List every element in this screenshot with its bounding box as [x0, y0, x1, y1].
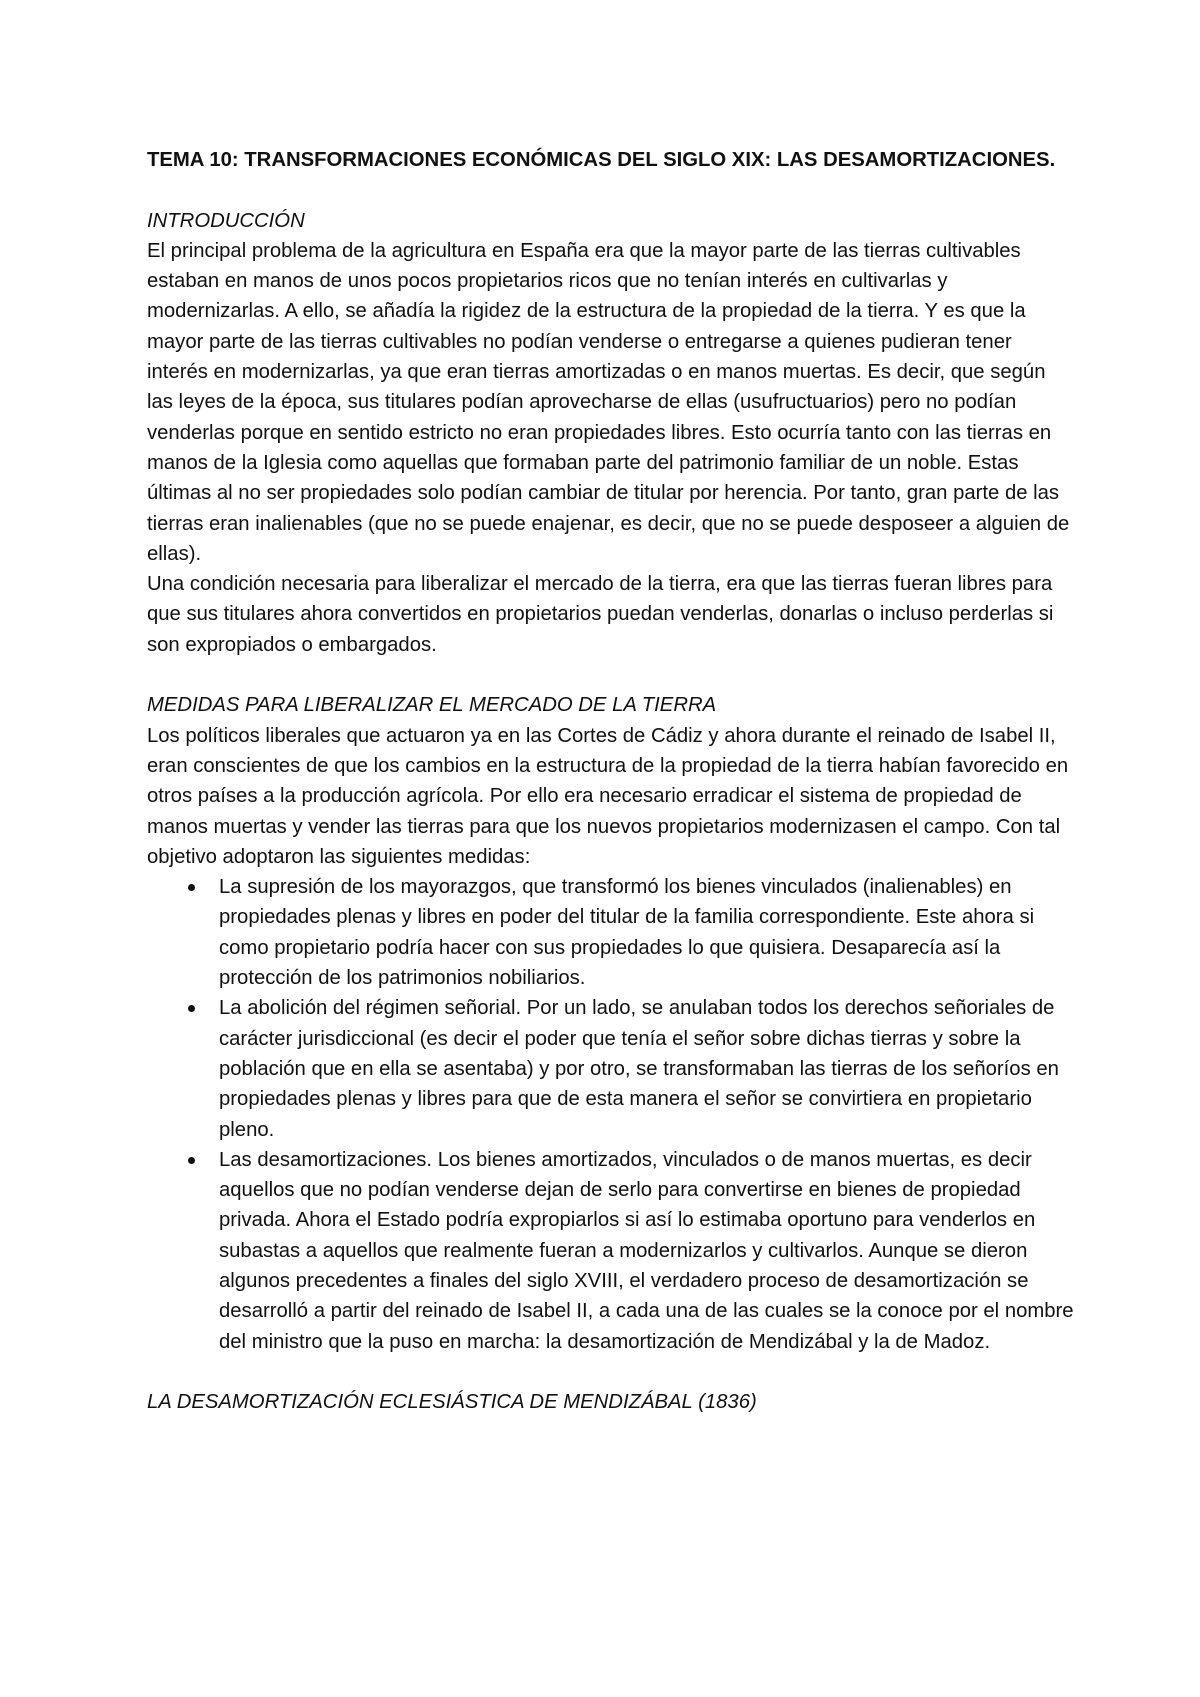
measures-list	[147, 872, 1075, 1357]
section-heading-mendizabal: LA DESAMORTIZACIÓN ECLESIÁSTICA DE MENDIZÁBAL (1836)	[147, 1391, 757, 1414]
list-item	[147, 872, 1075, 993]
list-item	[147, 993, 1075, 1144]
bullet-icon	[188, 884, 195, 891]
section-heading-introduccion: INTRODUCCIÓN	[147, 209, 305, 232]
list-item-text: Las desamortizaciones. Los bienes amortizados, vinculados o de manos muertas, es decir aquellos que no podían venderse dejan de serlo para convertirse en bienes de propiedad privada. Ahora el Estado podría expropiarlos si así lo estimaba oportuno para venderlos en subastas a aquellos que realmente fueran a modernizarlos y cultivarlos. Aunque se dieron algunos precedentes a finales del siglo XVIII, el verdadero proceso de desamortización se desarrolló a partir del reinado de Isabel II, a cada una de las cuales se la conoce por el nombre del ministro que la puso en marcha: la desamortización de Mendizábal y la de Madoz.	[219, 1148, 1074, 1353]
spacer	[147, 1357, 1075, 1387]
paragraph-introduccion-1: El principal problema de la agricultura en España era que la mayor parte de las tierras cultivables estaban en manos de unos pocos propietarios ricos que no tenían interés en cultivarlas y modernizarlas. A ello, se añadía la rigidez de la estructura de la propiedad de la tierra. Y es que la mayor parte de las tierras cultivables no podían venderse o entregarse a quienes pudieran tener interés en modernizarlas, ya que eran tierras amortizadas o en manos muertas. Es decir, que según las leyes de la época, sus titulares podían aprovecharse de ellas (usufructuarios) pero no podían venderlas porque en sentido estricto no eran propiedades libres. Esto ocurría tanto con las tierras en manos de la Iglesia como aquellas que formaban parte del patrimonio familiar de un noble. Estas últimas al no ser propiedades solo podían cambiar de titular por herencia. Por tanto, gran parte de las tierras eran inalienables (que no se puede enajenar, es decir, que no se puede desposeer a alguien de ellas).	[147, 239, 1070, 565]
spacer	[147, 660, 1075, 690]
bullet-icon	[188, 1005, 195, 1012]
list-item	[147, 1145, 1075, 1357]
list-item-text: La abolición del régimen señorial. Por un lado, se anulaban todos los derechos señoriales de carácter jurisdiccional (es decir el poder que tenía el señor sobre dichas tierras y sobre la población que en ella se asentaba) y por otro, se transformaban las tierras de los señoríos en propiedades plenas y libres para que de esta manera el señor se convirtiera en propietario pleno.	[219, 997, 1059, 1141]
paragraph-medidas-1: Los políticos liberales que actuaron ya en las Cortes de Cádiz y ahora durante el reinado de Isabel II, eran conscientes de que los cambios en la estructura de la propiedad de la tierra habían favorecido en otros países a la producción agrícola. Por ello era necesario erradicar el sistema de propiedad de manos muertas y vender las tierras para que los nuevos propietarios modernizasen el campo. Con tal objetivo adoptaron las siguientes medidas:	[147, 724, 1069, 868]
spacer	[147, 175, 1075, 205]
bullet-icon	[188, 1157, 195, 1164]
list-item-text: La supresión de los mayorazgos, que transformó los bienes vinculados (inalienables) en propiedades plenas y libres en poder del titular de la familia correspondiente. Este ahora si como propietario podría hacer con sus propiedades lo que quisiera. Desaparecía así la protección de los patrimonios nobiliarios.	[219, 876, 1035, 990]
document-page	[147, 145, 1075, 1417]
paragraph-introduccion-2: Una condición necesaria para liberalizar el mercado de la tierra, era que las tierras fueran libres para que sus titulares ahora convertidos en propietarios puedan venderlas, donarlas o incluso perderlas si son expropiados o embargados.	[147, 573, 1054, 656]
section-heading-medidas: MEDIDAS PARA LIBERALIZAR EL MERCADO DE LA TIERRA	[147, 694, 717, 717]
document-title: TEMA 10: TRANSFORMACIONES ECONÓMICAS DEL SIGLO XIX: LAS DESAMORTIZACIONES.	[147, 149, 1056, 171]
